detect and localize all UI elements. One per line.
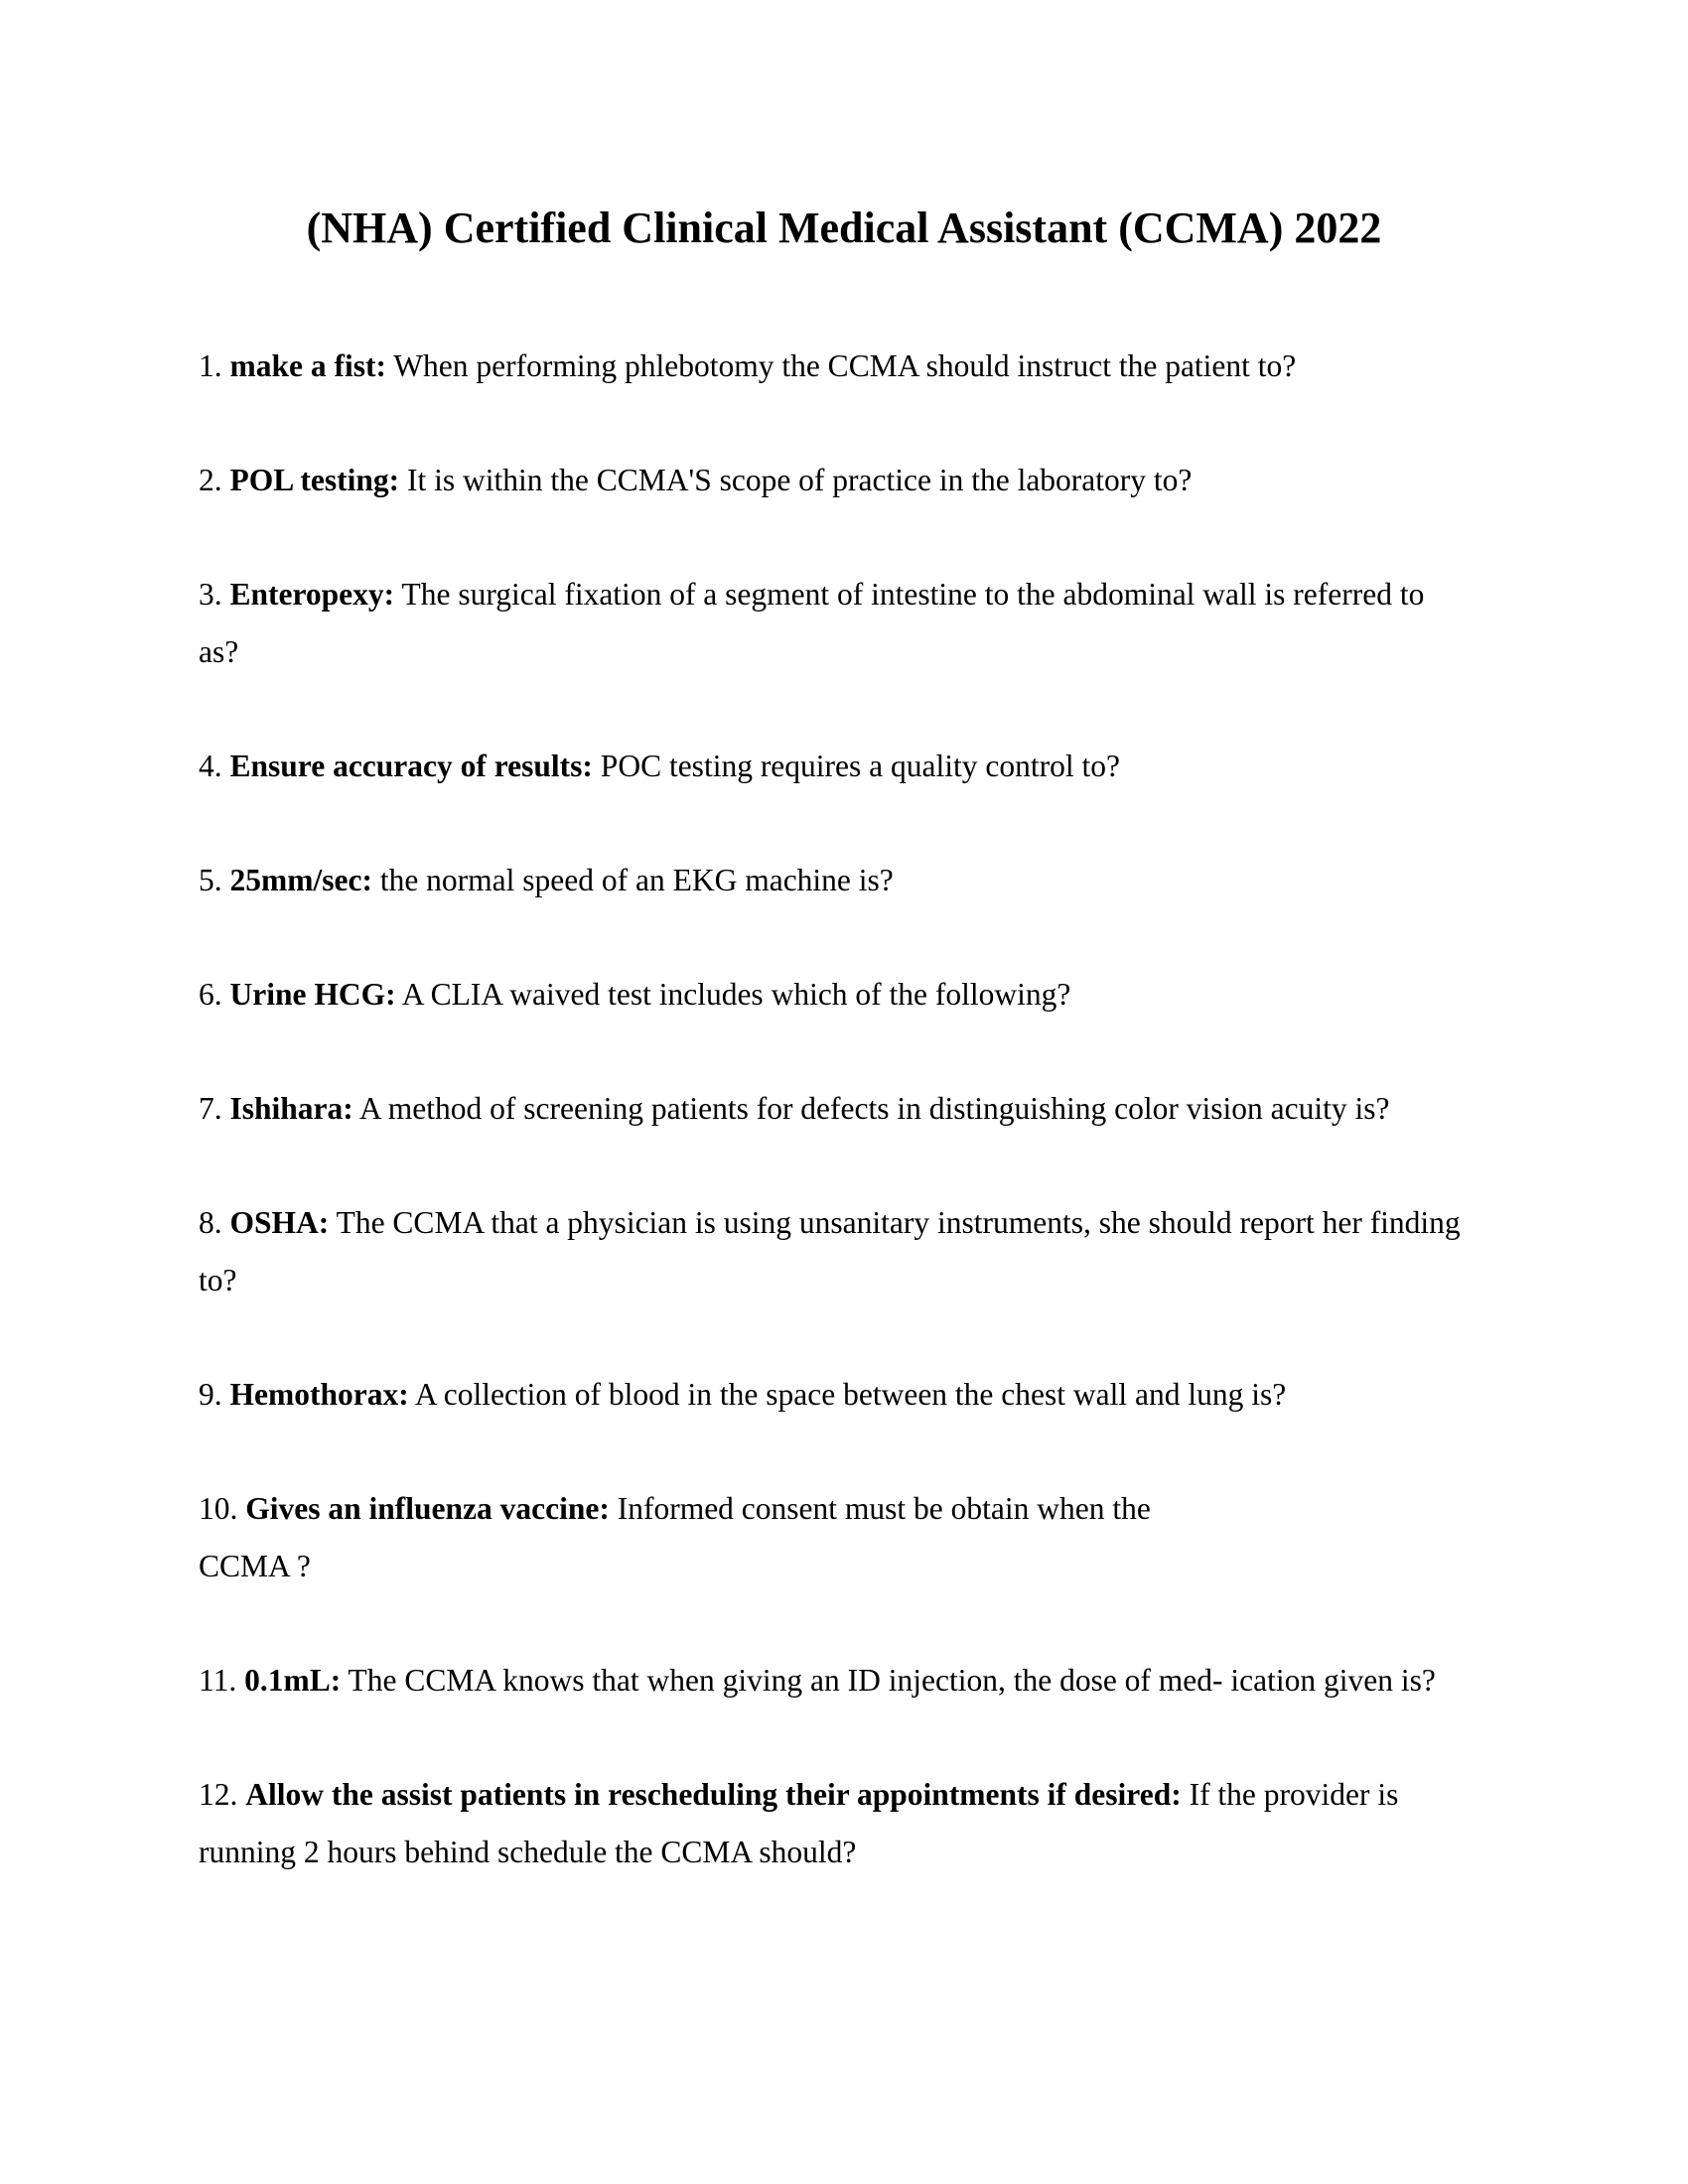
item-number: 4. xyxy=(199,749,222,783)
item-term: 0.1mL: xyxy=(244,1663,342,1698)
item-text: Informed consent must be obtain when the xyxy=(617,1491,1151,1526)
item-text: It is within the CCMA'S scope of practice in the laboratory to? xyxy=(407,463,1193,497)
list-item xyxy=(199,738,1470,795)
item-term: Ensure accuracy of results: xyxy=(229,749,593,783)
item-term: Hemothorax: xyxy=(229,1377,409,1412)
item-text: The CCMA knows that when giving an ID injection, the dose of med- ication given is? xyxy=(348,1663,1436,1698)
item-term: Enteropexy: xyxy=(229,577,395,612)
item-term: POL testing: xyxy=(229,463,400,497)
list-item xyxy=(199,1766,1470,1881)
item-text: POC testing requires a quality control to? xyxy=(600,749,1120,783)
item-number: 5. xyxy=(199,863,222,897)
item-number: 2. xyxy=(199,463,222,497)
item-number: 8. xyxy=(199,1205,222,1240)
item-number: 10. xyxy=(199,1491,238,1526)
item-number: 7. xyxy=(199,1091,222,1126)
list-item xyxy=(199,1366,1470,1424)
list-item xyxy=(199,966,1470,1024)
item-number: 3. xyxy=(199,577,222,612)
item-term: make a fist: xyxy=(229,348,386,383)
list-item xyxy=(199,1194,1470,1309)
list-item xyxy=(199,338,1470,395)
item-term: Allow the assist patients in rescheduling their appointments if desired: xyxy=(245,1777,1182,1812)
list-item xyxy=(199,852,1470,909)
item-number: 12. xyxy=(199,1777,238,1812)
item-number: 9. xyxy=(199,1377,222,1412)
item-text: If the provider is running 2 hours behind schedule the CCMA should? xyxy=(199,1777,1399,1869)
item-text: The CCMA that a physician is using unsanitary instruments, she should report her finding to? xyxy=(199,1205,1461,1297)
item-text: the normal speed of an EKG machine is? xyxy=(379,863,894,897)
item-text: A method of screening patients for defects in distinguishing color vision acuity is? xyxy=(358,1091,1390,1126)
item-text: A CLIA waived test includes which of the following? xyxy=(401,977,1071,1012)
item-number: 1. xyxy=(199,348,222,383)
list-item xyxy=(199,1080,1470,1138)
item-text: A collection of blood in the space between the chest wall and lung is? xyxy=(414,1377,1287,1412)
item-term: Ishihara: xyxy=(229,1091,353,1126)
document-title: (NHA) Certified Clinical Medical Assistant (CCMA) 2022 xyxy=(306,204,1382,252)
list-item xyxy=(199,452,1470,509)
item-term: Gives an influenza vaccine: xyxy=(245,1491,610,1526)
item-text: When performing phlebotomy the CCMA should instruct the patient to? xyxy=(393,348,1297,383)
list-item xyxy=(199,1480,1470,1595)
item-term: OSHA: xyxy=(229,1205,330,1240)
list-item xyxy=(199,1652,1470,1709)
item-number: 11. xyxy=(199,1663,237,1698)
item-text: The surgical fixation of a segment of intestine to the abdominal wall is referred to as? xyxy=(199,577,1425,669)
item-text-continued: CCMA ? xyxy=(199,1549,311,1583)
question-list xyxy=(199,338,1470,1938)
item-term: 25mm/sec: xyxy=(229,863,372,897)
item-term: Urine HCG: xyxy=(229,977,396,1012)
item-number: 6. xyxy=(199,977,222,1012)
list-item xyxy=(199,566,1470,681)
